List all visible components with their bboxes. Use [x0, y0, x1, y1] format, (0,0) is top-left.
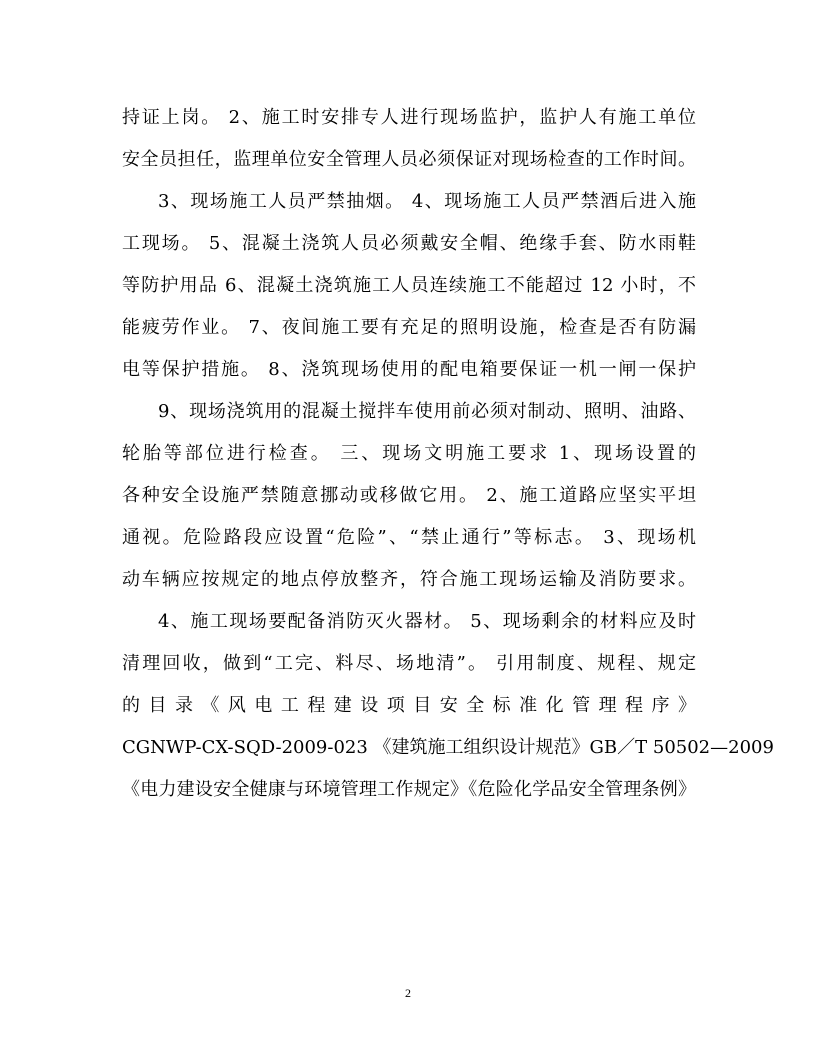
- text-line-6: 能疲劳作业。 7、夜间施工要有充足的照明设施，检查是否有防漏: [122, 317, 696, 338]
- page-number: 2: [405, 986, 411, 1000]
- text-line-2: 安全员担任，监理单位安全管理人员必须保证对现场检查的工作时间。: [122, 149, 696, 170]
- text-line-10: 各种安全设施严禁随意挪动或移做它用。 2、施工道路应坚实平坦: [122, 485, 696, 506]
- text-line-5: 等防护用品 6、混凝土浇筑施工人员连续施工不能超过 12 小时，不: [122, 275, 696, 296]
- text-line-8: 9、现场浇筑用的混凝土搅拌车使用前必须对制动、照明、油路、: [158, 401, 696, 422]
- text-line-1: 持证上岗。 2、施工时安排专人进行现场监护，监护人有施工单位: [122, 107, 696, 128]
- text-line-15: 的目录《风电工程建设项目安全标准化管理程序》: [122, 695, 696, 716]
- text-line-17: 《电力建设安全健康与环境管理工作规定》《危险化学品安全管理条例》: [122, 779, 696, 800]
- text-line-7: 电等保护措施。 8、浇筑现场使用的配电箱要保证一机一闸一保护: [122, 359, 696, 380]
- text-line-13: 4、施工现场要配备消防灭火器材。 5、现场剩余的材料应及时: [158, 611, 696, 632]
- text-line-4: 工现场。 5、混凝土浇筑人员必须戴安全帽、绝缘手套、防水雨鞋: [122, 233, 696, 254]
- text-line-16: CGNWP-CX-SQD-2009-023 《建筑施工组织设计规范》GB／T 50502—2009: [122, 737, 774, 758]
- text-line-14: 清理回收，做到“工完、料尽、场地清”。 引用制度、规程、规定: [122, 653, 696, 674]
- text-line-11: 通视。危险路段应设置“危险”、“禁止通行”等标志。 3、现场机: [122, 527, 696, 548]
- text-line-12: 动车辆应按规定的地点停放整齐，符合施工现场运输及消防要求。: [122, 569, 696, 590]
- text-line-9: 轮胎等部位进行检查。 三、现场文明施工要求 1、现场设置的: [122, 443, 696, 464]
- text-line-3: 3、现场施工人员严禁抽烟。 4、现场施工人员严禁酒后进入施: [158, 191, 696, 212]
